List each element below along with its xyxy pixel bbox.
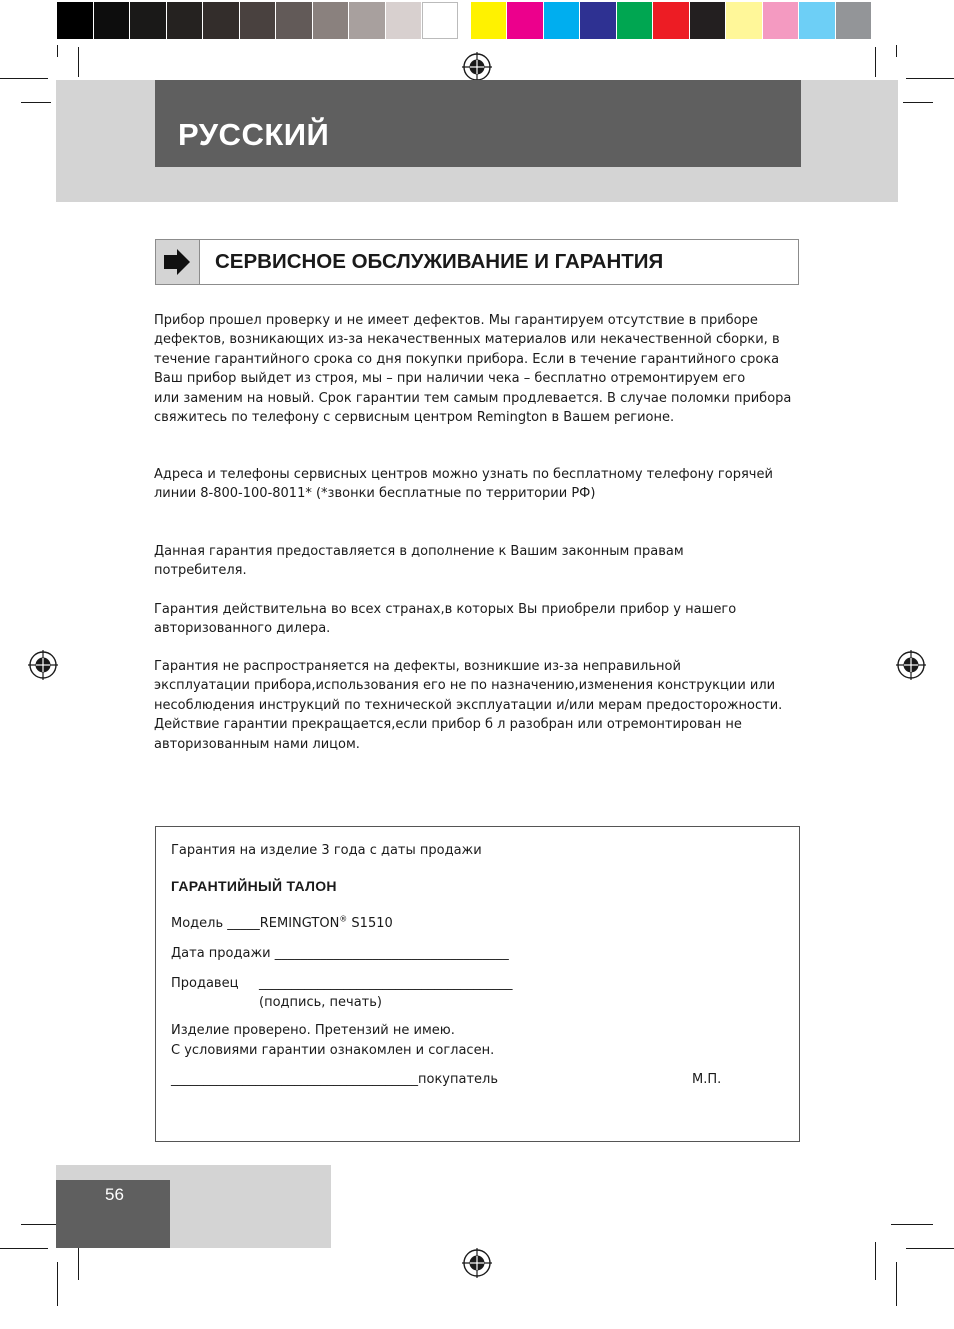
color-swatch bbox=[386, 2, 422, 39]
color-swatch bbox=[167, 2, 203, 39]
color-swatch bbox=[130, 2, 166, 39]
page-title: РУССКИЙ bbox=[178, 117, 330, 152]
text-line: дефектов, возникающих из-за некачественных материалов или некачественной сборки, в bbox=[154, 332, 780, 348]
text-line: потребителя. bbox=[154, 563, 247, 579]
text-line: Действие гарантии прекращается,если прибор б л разобран или отремонтирован не bbox=[154, 717, 742, 733]
color-swatch bbox=[471, 2, 507, 39]
registration-mark-icon bbox=[462, 52, 492, 82]
registration-mark-icon bbox=[462, 1248, 492, 1278]
color-swatch bbox=[276, 2, 312, 39]
color-swatch bbox=[94, 2, 130, 39]
color-calibration-strip bbox=[57, 2, 897, 39]
text-line: эксплуатации прибора,использования его не по назначению,изменения конструкции или bbox=[154, 678, 776, 694]
color-swatch bbox=[836, 2, 872, 39]
color-swatch bbox=[422, 2, 458, 39]
sale-date-field: Дата продажи ____________________________________ bbox=[171, 946, 509, 961]
color-swatch bbox=[580, 2, 616, 39]
text-line: Прибор прошел проверку и не имеет дефектов. Мы гарантируем отсутствие в приборе bbox=[154, 313, 758, 328]
arrow-right-icon bbox=[163, 249, 191, 275]
text-line: Гарантия не распространяется на дефекты, возникшие из-за неправильной bbox=[154, 659, 681, 674]
paragraph-exclusions bbox=[154, 657, 804, 754]
section-arrow-cell bbox=[156, 240, 200, 284]
page-number: 56 bbox=[105, 1185, 124, 1204]
text-line: течение гарантийного срока со дня покупки прибора. Если в течение гарантийного срока bbox=[154, 351, 780, 367]
model-field bbox=[171, 914, 393, 933]
text-line: авторизованного дилера. bbox=[154, 621, 331, 637]
text-line: Ваш прибор выйдет из строя, мы – при наличии чека – бесплатно отремонтируем его bbox=[154, 371, 746, 387]
text-line: свяжитесь по телефону с сервисным центром Remington в Вашем регионе. bbox=[154, 410, 675, 426]
color-swatch bbox=[799, 2, 835, 39]
color-swatch bbox=[653, 2, 689, 39]
color-swatch bbox=[349, 2, 385, 39]
registered-mark: ® bbox=[339, 914, 348, 924]
registration-mark-icon bbox=[28, 650, 58, 680]
paragraph-consumer-rights bbox=[154, 542, 804, 581]
color-swatch bbox=[726, 2, 762, 39]
text-line: или заменим на новый. Срок гарантии тем самым продлевается. В случае поломки прибора bbox=[154, 390, 792, 406]
section-heading bbox=[155, 239, 799, 285]
model-code: S1510 bbox=[347, 916, 393, 931]
text-line: Данная гарантия предоставляется в дополнение к Вашим законным правам bbox=[154, 544, 684, 559]
color-swatch bbox=[313, 2, 349, 39]
warranty-term: Гарантия на изделие 3 года с даты продажи bbox=[171, 843, 482, 858]
paragraph-validity bbox=[154, 600, 804, 639]
color-swatch bbox=[203, 2, 239, 39]
color-swatch bbox=[507, 2, 543, 39]
text-line: Адреса и телефоны сервисных центров можно узнать по бесплатному телефону горячей bbox=[154, 467, 773, 482]
text-line: линии 8-800-100-8011* (*звонки бесплатные по территории РФ) bbox=[154, 486, 596, 502]
buyer-signature-line: ______________________________________покупатель bbox=[171, 1072, 499, 1087]
color-swatch bbox=[617, 2, 653, 39]
seller-note: (подпись, печать) bbox=[259, 995, 382, 1010]
text-line: несоблюдения инструкций по технической эксплуатации и/или мерам предосторожности. bbox=[154, 697, 783, 713]
color-swatch bbox=[763, 2, 799, 39]
warranty-card-heading: ГАРАНТИЙНЫЙ ТАЛОН bbox=[171, 878, 337, 894]
agreed-statement: С условиями гарантии ознакомлен и согласен. bbox=[171, 1043, 495, 1058]
color-swatch bbox=[690, 2, 726, 39]
stamp-place: М.П. bbox=[692, 1072, 722, 1087]
seller-label: Продавец bbox=[171, 976, 239, 991]
text-line: Гарантия действительна во всех странах,в которых Вы приобрели прибор у нашего bbox=[154, 602, 737, 617]
color-swatch bbox=[544, 2, 580, 39]
warranty-card bbox=[155, 826, 800, 1142]
model-label: Модель _____REMINGTON bbox=[171, 916, 340, 931]
text-line: авторизованным нами лицом. bbox=[154, 736, 360, 752]
seller-line: _______________________________________ bbox=[259, 976, 513, 991]
color-swatch bbox=[57, 2, 93, 39]
section-title: СЕРВИСНОЕ ОБСЛУЖИВАНИЕ И ГАРАНТИЯ bbox=[215, 250, 664, 273]
color-swatch bbox=[240, 2, 276, 39]
checked-statement: Изделие проверено. Претензий не имею. bbox=[171, 1023, 455, 1038]
registration-mark-icon bbox=[896, 650, 926, 680]
paragraph-warranty-intro bbox=[154, 311, 804, 427]
paragraph-hotline bbox=[154, 465, 804, 504]
